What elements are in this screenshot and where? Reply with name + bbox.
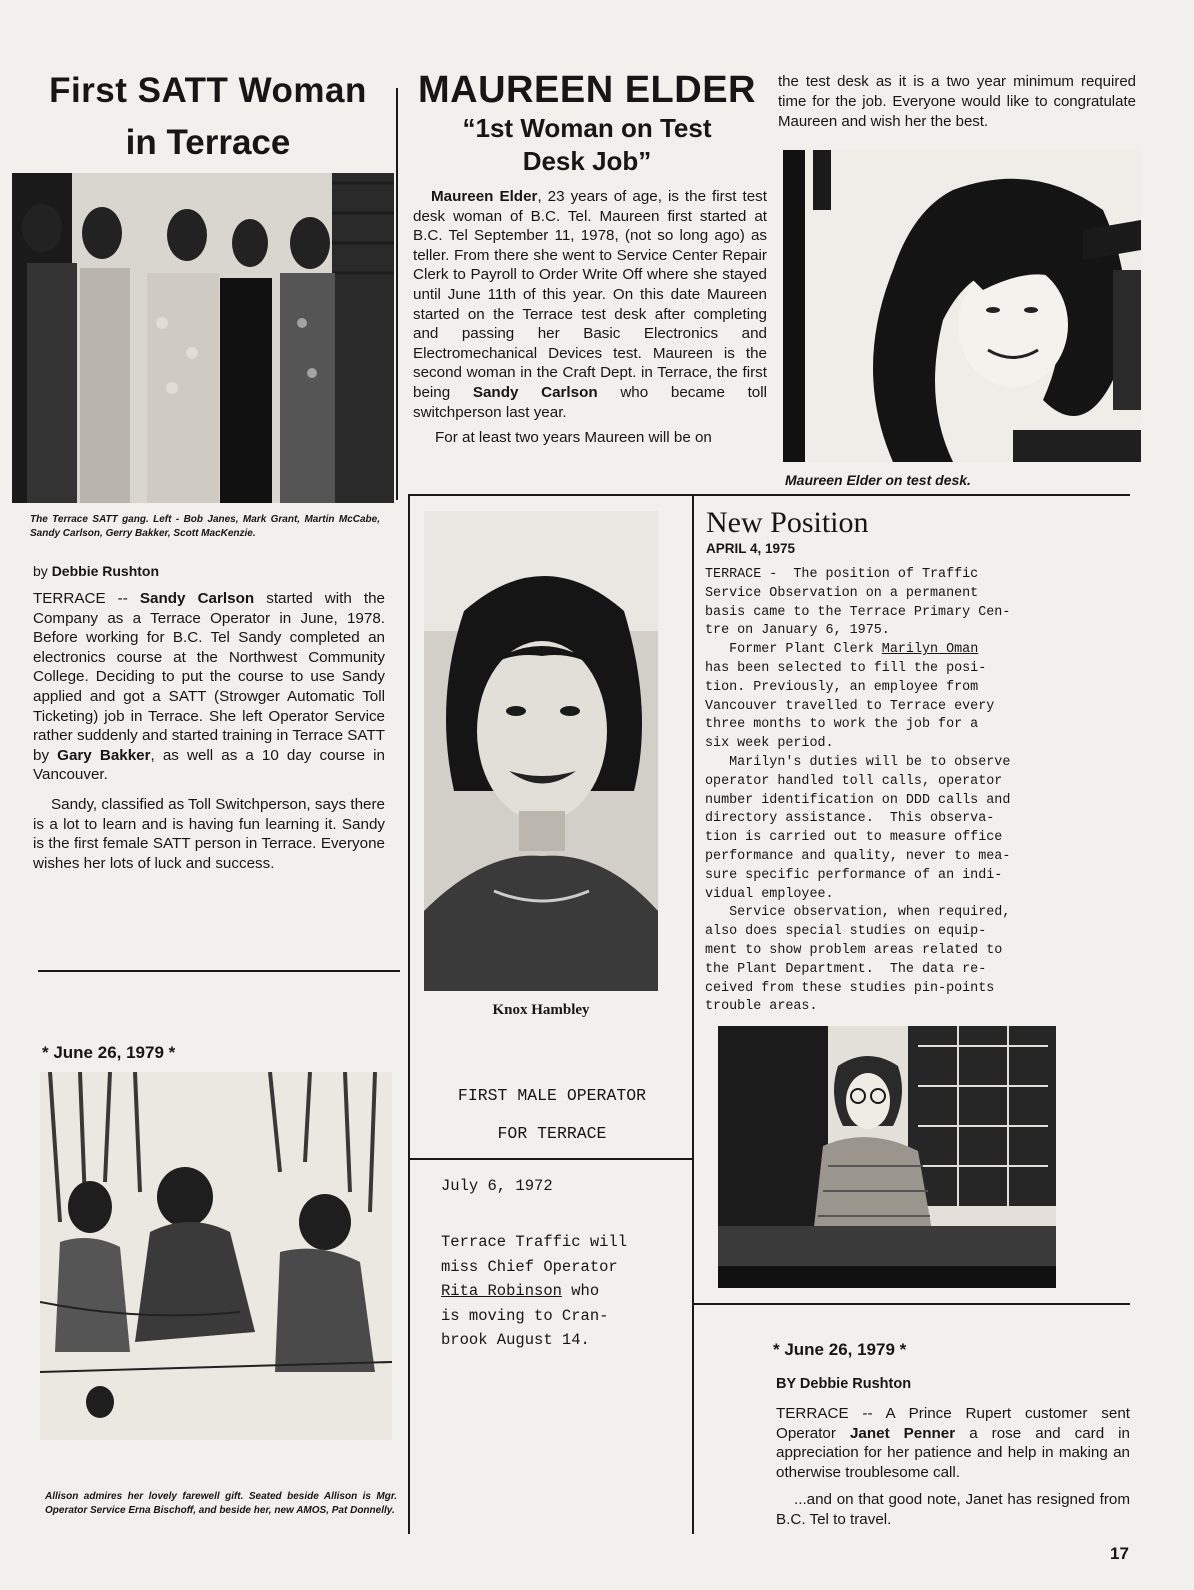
section-rule-janet-top <box>692 1303 1130 1305</box>
satt-p1-name2: Gary Bakker <box>57 746 151 764</box>
section-rule-maureen-bottom <box>408 494 1130 496</box>
maureen-title: MAUREEN ELDER <box>418 69 756 111</box>
janet-paragraph-1 <box>776 1404 1130 1482</box>
satt-photo-caption: The Terrace SATT gang. Left - Bob Janes, Mark Grant, Martin McCabe, Sandy Carlson, Gerry Bakker, Scott MacKenzie. <box>30 514 380 539</box>
rita-name: Rita Robinson <box>441 1282 562 1301</box>
satt-p1-b: started with the Company as a Terrace Operator in June, 1978. Before working for B.C. Tel Sandy completed an electronics course at the Northwest Community College. Deciding to put the course to use Sandy applied and got a SATT (Strowger Automatic Toll Ticketing) job in Terrace. She left Operator Service rather suddenly and started training in Terrace SATT by <box>33 590 386 764</box>
janet-date: * June 26, 1979 * <box>773 1340 907 1359</box>
section-rule-left <box>38 970 400 972</box>
knox-headline <box>412 1077 692 1153</box>
column-divider-right <box>692 494 694 1534</box>
marilyn-photo <box>718 1026 1056 1288</box>
satt-byline-name: Debbie Rushton <box>51 563 160 579</box>
satt-p1-name1: Sandy Carlson <box>139 590 255 607</box>
rita-date: July 6, 1972 <box>441 1177 553 1195</box>
farewell-photo <box>40 1072 392 1440</box>
knox-photo <box>424 511 658 991</box>
satt-title-line1: First SATT Woman <box>49 71 367 110</box>
satt-p1-c: , as well as a 10 day course in Vancouver. <box>33 746 385 784</box>
rita-line4: is moving to Cran- <box>441 1306 609 1325</box>
rita-line3 <box>441 1279 627 1304</box>
rita-line5: brook August 14. <box>441 1331 590 1350</box>
satt-title-line2: in Terrace <box>125 123 291 162</box>
rita-line1: Terrace Traffic will <box>441 1233 628 1251</box>
janet-p1-b: a rose and card in appreciation for her patience and help in making an otherwise troublesome call. <box>776 1424 1131 1481</box>
maureen-body <box>413 187 767 448</box>
satt-paragraph-1 <box>33 589 385 785</box>
maureen-continued: the test desk as it is a two year minimum required time for the job. Everyone would like to congratulate Maureen and wish her the best. <box>778 73 1136 130</box>
maureen-photo-caption: Maureen Elder on test desk. <box>785 472 971 488</box>
new-position-title: New Position <box>706 506 869 539</box>
maureen-subtitle-line2: Desk Job” <box>522 146 652 176</box>
janet-paragraph-2: ...and on that good note, Janet has resigned from B.C. Tel to travel. <box>776 1491 1130 1528</box>
satt-article <box>18 70 398 164</box>
farewell-date: * June 26, 1979 * <box>42 1043 176 1062</box>
maureen-subtitle <box>410 112 764 178</box>
janet-p1-name: Janet Penner <box>849 1424 956 1442</box>
maureen-name2: Sandy Carlson <box>472 383 598 401</box>
satt-body <box>33 589 385 873</box>
new-position-body <box>705 566 1125 1017</box>
new-position-text-a: TERRACE - The position of Traffic Service Observation on a permanent basis came to the Terrace Primary Cen- tre on January 6, 1975. Former Plant Clerk <box>705 567 1011 658</box>
janet-byline-prefix: BY <box>776 1376 800 1392</box>
janet-body <box>776 1404 1130 1530</box>
page-number: 17 <box>1110 1544 1129 1563</box>
knox-headline-line2: FOR TERRACE <box>497 1124 607 1143</box>
maureen-p1: , 23 years of age, is the first test desk woman of B.C. Tel. Maureen first started at B.C. Tel September 11, 1978, (not so long ago) as teller. From there she went to Service Center Repair Clerk to Payroll to Order Write Off where she stayed until June 11th of this year. On this date Maureen started on the Terrace test desk after completing and passing her Basic Electronics and Electromechanical Devices test. Maureen is the second woman in the Craft Dept. in Terrace, the first being <box>413 188 767 401</box>
satt-byline <box>33 563 159 579</box>
knox-headline-line1: FIRST MALE OPERATOR <box>457 1086 647 1105</box>
satt-paragraph-2: Sandy, classified as Toll Switchperson, says there is a lot to learn and is having fun learning it. Sandy is the first female SATT person in Terrace. Everyone wishes her lots of luck and success. <box>33 795 385 872</box>
satt-byline-prefix: by <box>33 563 52 579</box>
new-position-text-b: has been selected to fill the posi- tion. Previously, an employee from Vancouver travelled to Terrace every three months to work the job for a six week period. Marilyn's duties will be to observe operator handled toll calls, operator number identification on DDD calls and directory assistance. This observa- tion is carried out to measure office performance and quality, never to mea- sure specific performance of an indi- vidual employee. Service observation, when required, also does special studies on equip- ment to show problem areas related to the Plant Department. The data re- ceived from these studies pin-points trouble areas. <box>705 660 1011 1015</box>
satt-gang-photo <box>12 173 394 503</box>
maureen-paragraph-2: For at least two years Maureen will be on <box>435 429 712 447</box>
column-divider-middle <box>408 494 410 1534</box>
farewell-caption: Allison admires her lovely farewell gift. Seated beside Allison is Mgr. Operator Service Erna Bischoff, and beside her, new AMOS, Pat Donnelly. <box>45 1491 397 1516</box>
new-position-name: Marilyn Oman <box>881 642 979 658</box>
rita-line2: miss Chief Operator <box>441 1257 618 1276</box>
maureen-name: Maureen Elder <box>431 188 538 205</box>
maureen-subtitle-line1: “1st Woman on Test <box>462 113 712 143</box>
rita-body <box>441 1230 627 1353</box>
maureen-photo <box>783 150 1141 462</box>
new-position-date: APRIL 4, 1975 <box>706 541 796 556</box>
knox-caption: Knox Hambley <box>492 1002 590 1018</box>
janet-byline-name: Debbie Rushton <box>799 1376 912 1392</box>
section-rule-rita-top <box>408 1158 692 1160</box>
maureen-p1-end: who became toll switchperson last year. <box>413 383 767 421</box>
rita-line3-end: who <box>561 1282 600 1301</box>
janet-byline <box>776 1376 911 1392</box>
maureen-paragraph-1 <box>413 187 767 422</box>
janet-p1-a: TERRACE -- A Prince Rupert customer sent Operator <box>776 1405 1130 1442</box>
satt-p1-a: TERRACE -- <box>33 590 140 607</box>
